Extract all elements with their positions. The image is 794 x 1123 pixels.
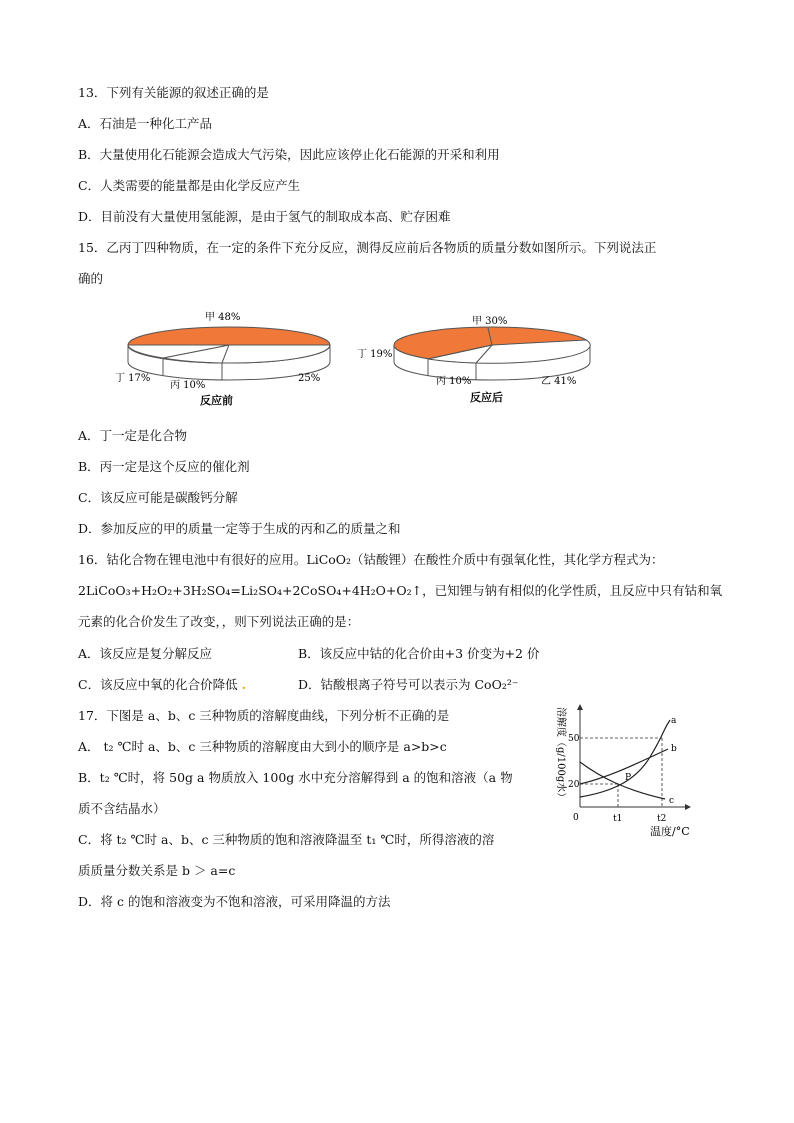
pie-after-label-bing: 丙 10% <box>436 376 472 387</box>
q15-option-c: C．该反应可能是碳酸钙分解 <box>78 490 238 505</box>
q17-option-b-line2: 质不含结晶水） <box>78 801 166 816</box>
pie-after-label-jia: 甲 30% <box>472 316 508 327</box>
q16-option-d: D．钴酸根离子符号可以表示为 CoO₂²⁻ <box>298 677 519 692</box>
pie-before-label-bing: 丙 10% <box>170 380 206 391</box>
q15-stem-line2: 确的 <box>78 271 104 286</box>
solubility-x-axis-label: 温度/°C <box>650 825 690 838</box>
y-tick-20: 20 <box>568 780 580 790</box>
q16-option-c-mark: . <box>241 677 246 692</box>
q15-option-d: D．参加反应的甲的质量一定等于生成的丙和乙的质量之和 <box>78 521 401 536</box>
q17-option-c-line1: C．将 t₂ ℃时 a、b、c 三种物质的饱和溶液降温至 t₁ ℃时，所得溶液的溶 <box>78 832 495 847</box>
q17-option-c-line2: 质质量分数关系是 b ＞ a=c <box>78 863 236 878</box>
q16-option-c-text: C．该反应中氧的化合价降低 <box>78 677 238 692</box>
q16-stem-line3: 元素的化合价发生了改变，，则下列说法正确的是： <box>78 614 360 629</box>
q17-option-a: A． t₂ ℃时 a、b、c 三种物质的溶解度由大到小的顺序是 a>b>c <box>78 739 447 754</box>
pie-before-title: 反应前 <box>200 394 233 407</box>
solubility-y-axis-label: 溶解度（g/100g水） <box>555 707 566 803</box>
q15-option-b: B．丙一定是这个反应的催化剂 <box>78 459 250 474</box>
x-tick-t1: t1 <box>613 814 623 824</box>
q15-option-a: A．丁一定是化合物 <box>78 428 188 443</box>
series-label-c: c <box>669 796 675 806</box>
series-label-b: b <box>671 744 677 754</box>
curve-b <box>580 749 668 784</box>
pie-after-label-ding: 丁 19% <box>357 349 393 360</box>
q16-option-a: A．该反应是复分解反应 <box>78 646 213 661</box>
q16-option-c <box>78 677 246 693</box>
pie-chart-before <box>115 311 330 407</box>
q16-stem-line2: 2LiCoO₃+H₂O₂+3H₂SO₄=Li₂SO₄+2CoSO₄+4H₂O+O₂↑，已知锂与钠有相似的化学性质，且反应中只有钴和氧 <box>78 583 723 598</box>
q16-option-b: B．该反应中钴的化合价由+3 价变为+2 价 <box>298 646 540 661</box>
q13-option-d: D．目前没有大量使用氢能源，是由于氢气的制取成本高、贮存困难 <box>78 209 451 224</box>
pie-before-label-ding: 丁 17% <box>115 373 151 384</box>
pie-chart-after <box>357 315 590 404</box>
q15-stem-line1: 15．乙丙丁四种物质，在一定的条件下充分反应，测得反应前后各物质的质量分数如图所示。下列说法正 <box>78 240 657 255</box>
pie-after-title: 反应后 <box>470 391 503 404</box>
x-tick-0: 0 <box>573 813 579 823</box>
pie-before-label-yi: 25% <box>298 373 321 384</box>
x-tick-t2: t2 <box>657 814 667 824</box>
q17-option-b-line1: B．t₂ ℃时，将 50g a 物质放入 100g 水中充分溶解得到 a 的饱和溶液（a 物 <box>78 770 513 785</box>
point-p-label: P <box>625 773 632 783</box>
q16-stem-line1: 16．钴化合物在锂电池中有很好的应用。LiCoO₂（钴酸锂）在酸性介质中有强氧化性，其化学方程式为： <box>78 552 664 567</box>
q17-option-d: D．将 c 的饱和溶液变为不饱和溶液，可采用降温的方法 <box>78 894 391 909</box>
pie-before-label-jia: 甲 48% <box>205 312 241 323</box>
q13-option-a: A．石油是一种化工产品 <box>78 116 213 131</box>
y-tick-50: 50 <box>568 734 580 744</box>
solubility-chart <box>540 702 700 842</box>
q13-stem: 13．下列有关能源的叙述正确的是 <box>78 85 269 100</box>
pie-charts-figure <box>0 300 794 420</box>
curve-a <box>580 720 670 797</box>
q17-stem: 17．下图是 a、b、c 三种物质的溶解度曲线，下列分析不正确的是 <box>78 708 450 723</box>
q13-option-c: C．人类需要的能量都是由化学反应产生 <box>78 178 301 193</box>
pie-after-label-yi: 乙 41% <box>541 376 577 387</box>
q13-option-b: B．大量使用化石能源会造成大气污染，因此应该停止化石能源的开采和利用 <box>78 147 500 162</box>
series-label-a: a <box>671 716 677 726</box>
